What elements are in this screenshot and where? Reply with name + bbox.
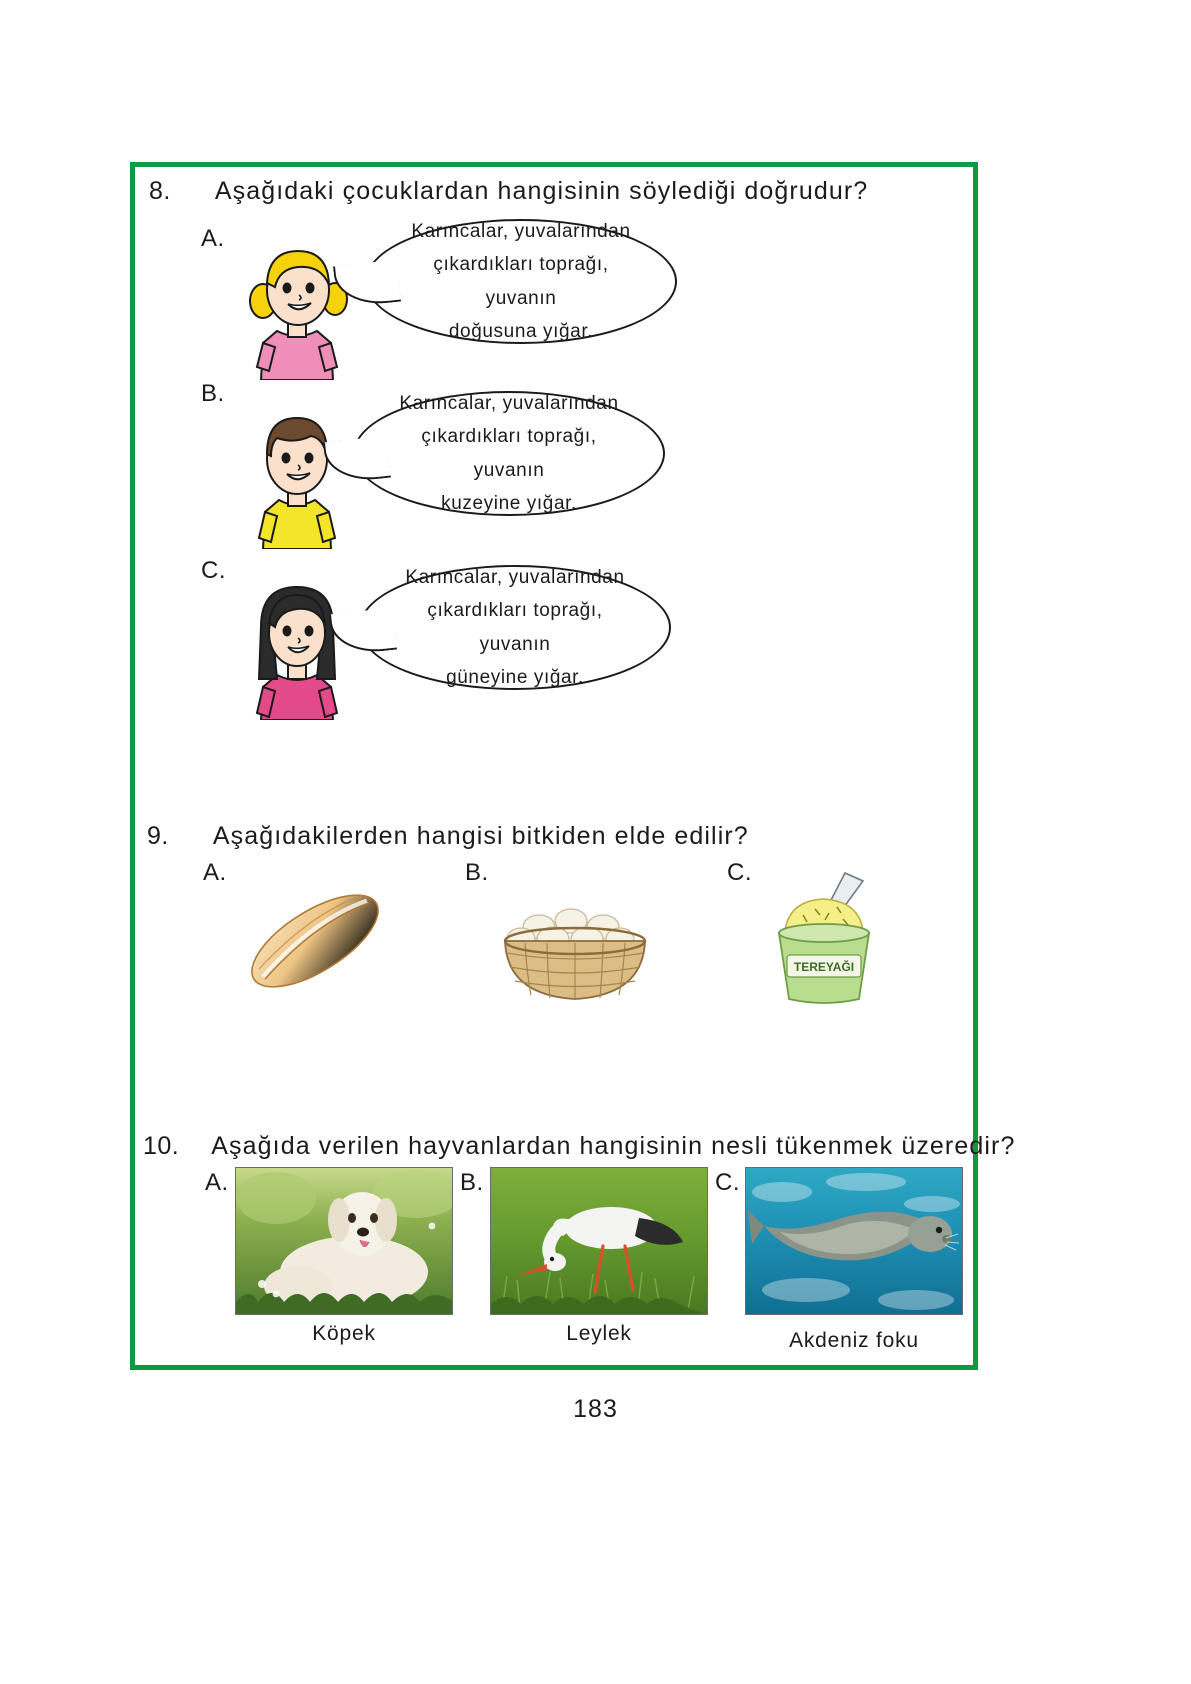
question-8-option-b-letter[interactable]: B. (201, 380, 225, 407)
monk-seal-photo-caption: Akdeniz foku (789, 1329, 919, 1352)
question-9-header (147, 822, 749, 851)
basket-of-eggs-icon (487, 879, 662, 1009)
question-8-text: Aşağıdaki çocuklardan hangisinin söylediği doğrudur? (214, 177, 869, 205)
option-a-girl-figure (243, 235, 351, 380)
page-number: 183 (573, 1395, 618, 1423)
question-8-header (149, 177, 868, 206)
stork-photo (490, 1167, 708, 1315)
question-10-number: 10. (143, 1132, 180, 1160)
monk-seal-photo-image (746, 1168, 963, 1315)
basket-of-eggs-picture (487, 879, 662, 1009)
dog-photo (235, 1167, 453, 1315)
question-9-option-b-letter[interactable]: B. (465, 859, 489, 886)
question-10-option-c-letter[interactable]: C. (715, 1169, 740, 1196)
option-b-boy-figure (243, 404, 351, 549)
exercise-box (130, 162, 1016, 1370)
dog-photo-caption: Köpek (312, 1322, 376, 1345)
stork-photo-caption: Leylek (566, 1322, 632, 1345)
question-9-number: 9. (147, 822, 169, 850)
question-10-header (143, 1132, 1015, 1161)
butter-tub-icon (759, 867, 889, 1012)
option-a-speech-bubble (365, 219, 677, 344)
butter-label-text: TEREYAĞI (793, 960, 855, 974)
dark-haired-girl-icon (243, 575, 351, 720)
question-10-text: Aşağıda verilen hayvanlardan hangisinin nesli tükenmek üzeredir? (211, 1132, 1016, 1160)
option-b-speech-bubble (353, 391, 665, 516)
brown-haired-boy-icon (243, 404, 351, 549)
option-c-girl-figure (243, 575, 351, 720)
stork-photo-image (491, 1168, 708, 1315)
question-9-option-c-letter[interactable]: C. (727, 859, 752, 886)
option-c-speech-bubble (359, 565, 671, 690)
bread-loaf-picture (235, 879, 395, 1004)
question-8-option-c-letter[interactable]: C. (201, 557, 226, 584)
butter-tub-picture (759, 867, 889, 1012)
question-9-text: Aşağıdakilerden hangisi bitkiden elde edilir? (212, 822, 749, 850)
option-c-speech-text: Karıncalar, yuvalarından çıkardıkları toprağı, yuvanın güneyine yığar. (405, 567, 625, 688)
bread-loaf-icon (235, 879, 395, 1004)
question-10-option-b-letter[interactable]: B. (460, 1169, 484, 1196)
question-8-option-a-letter[interactable]: A. (201, 225, 225, 252)
monk-seal-photo (745, 1167, 963, 1315)
option-a-speech-text: Karıncalar, yuvalarından çıkardıkları toprağı, yuvanın doğusuna yığar. (411, 221, 631, 342)
blonde-girl-icon (243, 235, 351, 380)
question-8-number: 8. (149, 177, 171, 205)
question-9-option-a-letter[interactable]: A. (203, 859, 227, 886)
option-b-speech-text: Karıncalar, yuvalarından çıkardıkları toprağı, yuvanın kuzeyine yığar. (399, 393, 619, 514)
question-10-option-a-letter[interactable]: A. (205, 1169, 229, 1196)
dog-photo-image (236, 1168, 453, 1315)
